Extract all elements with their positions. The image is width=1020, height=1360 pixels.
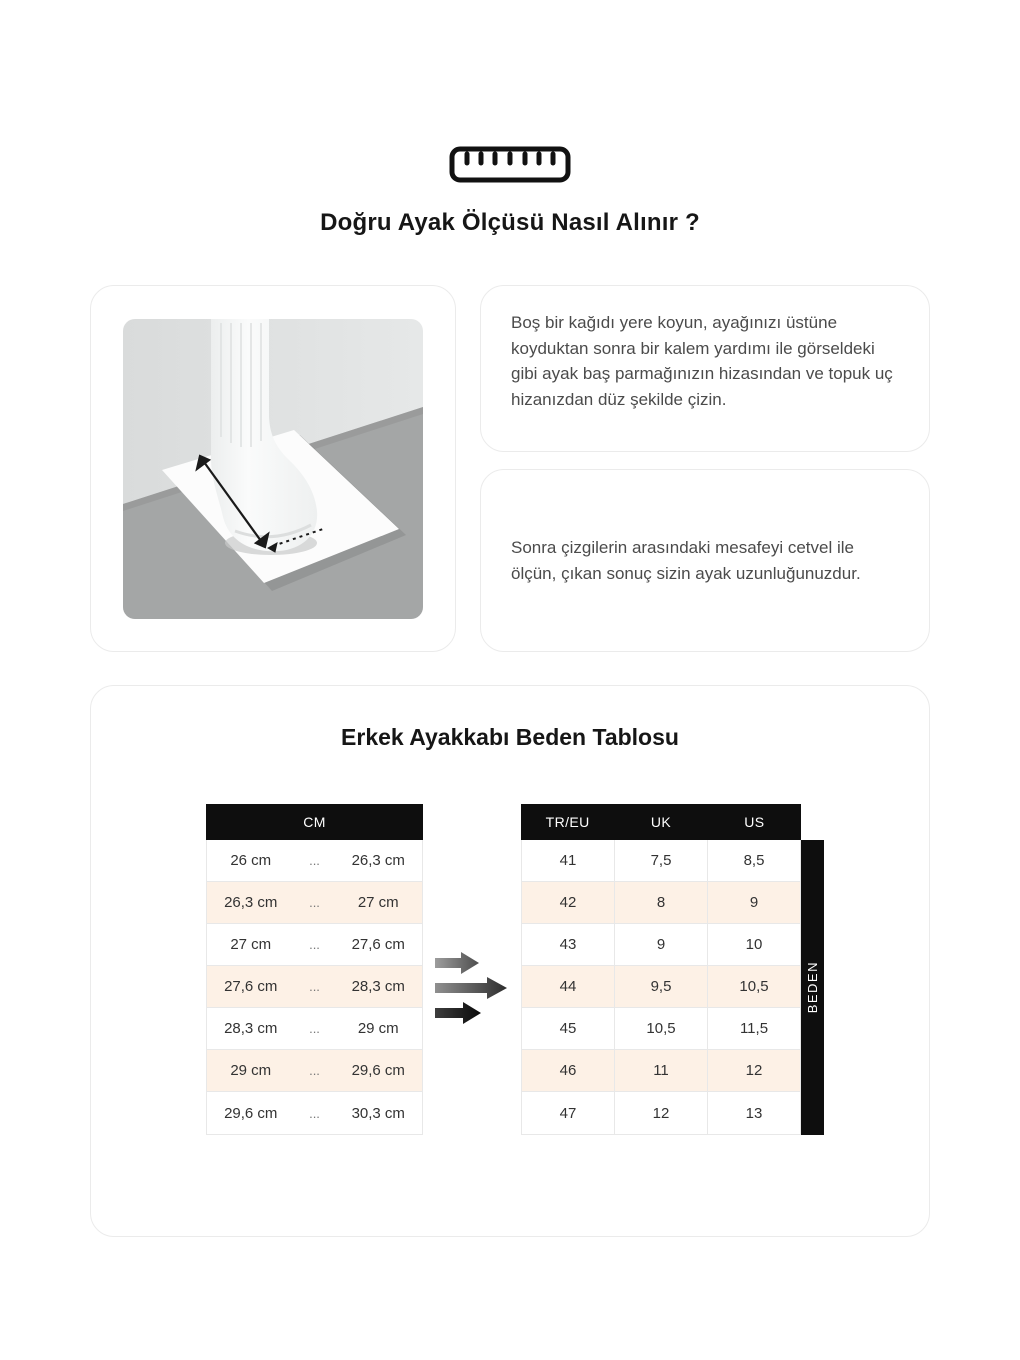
cm-table-row xyxy=(207,840,422,882)
cm-table-row xyxy=(207,1092,422,1134)
instructions-row xyxy=(90,285,930,652)
size-value: 46 xyxy=(522,1050,615,1091)
cm-table-row xyxy=(207,966,422,1008)
size-value: 12 xyxy=(615,1092,708,1134)
cm-value: 27 cm xyxy=(357,894,399,911)
cm-value: 26,3 cm xyxy=(351,852,405,869)
cm-value: 29 cm xyxy=(230,1062,272,1079)
range-separator: ... xyxy=(309,1021,320,1036)
foot-measurement-photo xyxy=(123,319,423,619)
size-value: 9 xyxy=(615,924,708,965)
instruction-step-1: Boş bir kağıdı yere koyun, ayağınızı üstüne koyduktan sonra bir kalem yardımı ile görseldeki gibi ayak baş parmağınızın hizasından ve topuk uç hizanızdan düz şekilde çizin. xyxy=(511,313,893,409)
size-value: 41 xyxy=(522,840,615,881)
size-value: 7,5 xyxy=(615,840,708,881)
size-value: 8,5 xyxy=(743,852,765,869)
size-table-header-uk: UK xyxy=(650,814,672,830)
cm-value: 26,3 cm xyxy=(224,894,278,911)
range-separator: ... xyxy=(309,937,320,952)
ruler-icon xyxy=(0,0,1020,183)
cm-value: 29,6 cm xyxy=(224,1104,278,1122)
size-value: 11,5 xyxy=(739,1020,769,1037)
cm-table-row xyxy=(207,882,422,924)
cm-value: 27,6 cm xyxy=(351,936,405,953)
size-value: 42 xyxy=(522,882,615,923)
range-separator: ... xyxy=(309,895,320,910)
size-table-header-treu: TR/EU xyxy=(545,814,590,830)
cm-value: 29 cm xyxy=(357,1020,399,1037)
size-table-body xyxy=(521,840,801,1135)
beden-side-label xyxy=(801,840,824,1135)
cm-table-body xyxy=(206,840,423,1135)
size-value: 12 xyxy=(745,1062,763,1079)
size-value: 9,5 xyxy=(615,966,708,1007)
cm-value: 27,6 cm xyxy=(224,978,278,995)
size-table-card xyxy=(90,685,930,1237)
size-value: 13 xyxy=(745,1104,763,1122)
instruction-card-1 xyxy=(480,285,930,452)
cm-table-row xyxy=(207,924,422,966)
instruction-text-column xyxy=(480,285,930,652)
cm-table-header: CM xyxy=(206,804,423,840)
international-size-table-wrap xyxy=(521,804,820,1135)
cm-table-row xyxy=(207,1008,422,1050)
size-value: 9 xyxy=(749,894,759,911)
size-table-row xyxy=(522,966,800,1008)
size-tables xyxy=(206,804,929,1171)
instruction-step-2: Sonra çizgilerin arasındaki mesafeyi cetvel ile ölçün, çıkan sonuç sizin ayak uzunluğunuzdur. xyxy=(511,538,861,583)
size-value: 10,5 xyxy=(615,1008,708,1049)
cm-value: 27 cm xyxy=(230,936,272,953)
size-table-row xyxy=(522,1008,800,1050)
conversion-arrows-icon xyxy=(423,804,521,1171)
size-value: 44 xyxy=(522,966,615,1007)
cm-value: 28,3 cm xyxy=(224,1020,278,1037)
range-separator: ... xyxy=(309,853,320,868)
cm-value: 30,3 cm xyxy=(351,1104,405,1122)
size-table-header-row xyxy=(521,804,801,840)
page-title: Doğru Ayak Ölçüsü Nasıl Alınır ? xyxy=(320,209,700,236)
size-table-row xyxy=(522,882,800,924)
size-value: 47 xyxy=(522,1092,615,1134)
range-separator: ... xyxy=(309,1063,320,1078)
measurement-photo-card xyxy=(90,285,456,652)
international-size-table xyxy=(521,804,801,1135)
cm-value: 29,6 cm xyxy=(351,1062,405,1079)
range-separator: ... xyxy=(309,1105,320,1121)
size-table-row xyxy=(522,924,800,966)
size-value: 11 xyxy=(615,1050,708,1091)
instruction-card-2 xyxy=(480,469,930,652)
size-table-row xyxy=(522,1050,800,1092)
cm-value: 28,3 cm xyxy=(351,978,405,995)
size-value: 8 xyxy=(615,882,708,923)
cm-table xyxy=(206,804,423,1135)
size-value: 43 xyxy=(522,924,615,965)
size-table-row xyxy=(522,840,800,882)
size-table-title: Erkek Ayakkabı Beden Tablosu xyxy=(341,724,679,750)
range-separator: ... xyxy=(309,979,320,994)
cm-value: 26 cm xyxy=(230,852,272,869)
size-value: 10 xyxy=(745,936,763,953)
size-value: 10,5 xyxy=(739,978,769,995)
beden-label-text: BEDEN xyxy=(805,961,820,1014)
size-value: 45 xyxy=(522,1008,615,1049)
cm-table-row xyxy=(207,1050,422,1092)
size-table-header-us: US xyxy=(744,814,765,830)
size-table-row xyxy=(522,1092,800,1134)
